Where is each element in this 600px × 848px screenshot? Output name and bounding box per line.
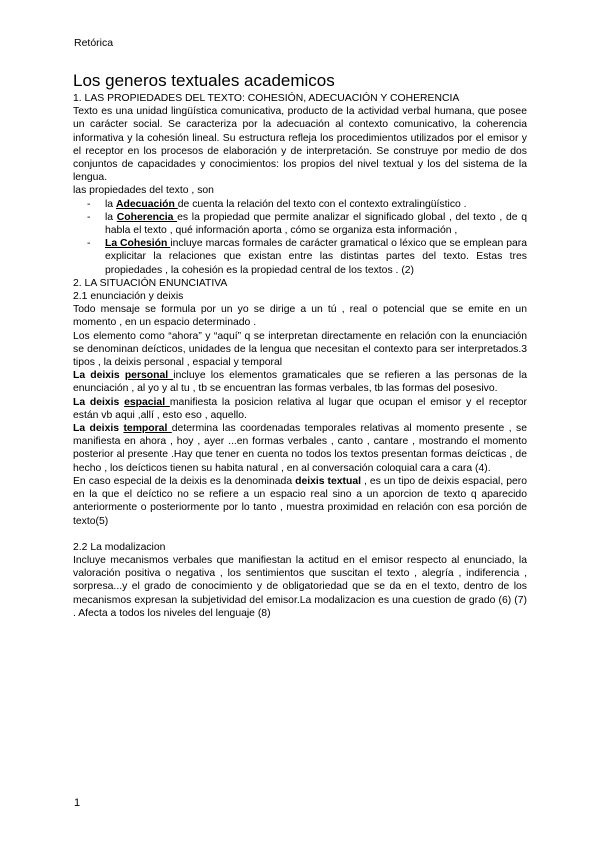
- subsection-2-2-heading: 2.2 La modalizacion: [73, 541, 166, 553]
- document-body: [73, 71, 527, 620]
- list-item: - la Adecuación de cuenta la relación del texto con el contexto extralingüístico .: [87, 198, 467, 210]
- list-item: - La Cohesión incluye marcas formales de carácter gramatical o léxico que se emplean para explicitar la relaciones que existan entre las distintas partes del texto. Estas tres propiedades , la cohesión es la propiedad central de los textos . (2): [87, 238, 527, 276]
- term-temporal: temporal: [123, 423, 172, 435]
- paragraph-spacer: [73, 528, 527, 541]
- page-number: 1: [74, 797, 81, 809]
- paragraph-deixis-espacial: La deixis espacial manifiesta la posicion relativa al lugar que ocupan el emisor y el receptor están vb aqui ,allí , esto eso , aquello.: [73, 396, 528, 421]
- paragraph-mensaje: Todo mensaje se formula por un yo se dirige a un tú , real o potencial que se emite en un momento , en un espacio determinado .: [73, 304, 527, 329]
- paragraph-deixis-temporal: La deixis temporal determina las coordenadas temporales relativas al momento presente , se manifiesta en ahora , hoy , ayer ...en formas verbales , canto , cantare , mostrando el momento posterior al presente .Hay que tener en cuenta no todos los textos presentan formas deícticas , de hecho , los deícticos tienen su habita natural , en al conversación coloquial cara a cara (4).: [73, 423, 527, 474]
- term-adecuacion: Adecuación: [115, 198, 178, 210]
- paragraph-deixis-personal: La deixis personal incluye los elementos gramaticales que se refieren a las personas de la enunciación , al yo y al tu , tb se encuentran las formas verbales, tb las formas del posesivo.: [73, 370, 528, 395]
- term-deixis-textual: deixis textual: [295, 475, 362, 487]
- term-personal: personal: [124, 370, 174, 382]
- properties-list: [73, 198, 527, 277]
- paragraph-modalizacion: Incluye mecanismos verbales que manifiestan la actitud en el emisor respecto al enunciado, la valoración positiva o negativa , los sentimientos que suscitan el texto , alegría , indiferencia , sorpresa...y el grado de conocimiento y de obligatoriedad que se da en el texto, dentro de los mecanismos expresan la subjetividad del emisor.La modalizacion es una cuestion de grado (6) (7) . Afecta a todos los niveles del lenguaje (8): [73, 554, 527, 619]
- section1-intro: Texto es una unidad lingüística comunicativa, producto de la actividad verbal humana, que posee un carácter social. Se caracteriza por la adecuación al contexto comunicativo, la coherencia informativa y la cohesión lineal. Su estructura refleja los procedimientos utilizados por el emisor y el receptor en los procesos de elaboración y de interpretación. Se construye por medio de dos conjuntos de capacidades y conocimientos: los propios del nivel textual y los del sistema de la lengua.: [73, 106, 527, 184]
- list-item: - la Coherencia es la propiedad que permite analizar el significado global , del texto , de q habla el texto , qué información aporta , cómo se organiza esta información ,: [87, 211, 527, 237]
- subsection-2-1-heading: 2.1 enunciación y deixis: [73, 291, 184, 303]
- bullet-dash: -: [87, 211, 91, 223]
- term-cohesion: La Cohesión: [105, 238, 171, 250]
- section2-heading: 2. LA SITUACIÓN ENUNCIATIVA: [73, 277, 228, 289]
- running-header: Retórica: [74, 37, 114, 49]
- term-coherencia: Coherencia: [116, 211, 178, 223]
- paragraph-deicticos: Los elemento como “ahora” y “aquí” q se interpretan directamente en relación con la enunciación se denominan deícticos, unidades de la lengua que necesitan el contexto para ser interpretados.3 tipos , la deixis personal , espacial y temporal: [73, 330, 527, 369]
- bullet-dash: -: [87, 238, 91, 250]
- properties-list-intro: las propiedades del texto , son: [73, 185, 214, 197]
- term-espacial: espacial: [124, 396, 170, 408]
- bullet-dash: -: [87, 198, 91, 210]
- section1-heading: 1. LAS PROPIEDADES DEL TEXTO: COHESIÓN, ADECUACIÓN Y COHERENCIA: [73, 93, 460, 104]
- document-title: Los generos textuales academicos: [73, 71, 335, 90]
- paragraph-deixis-textual: En caso especial de la deixis es la denominada deixis textual , es un tipo de deixis espacial, pero en la que el deíctico no se refiere a un espacio real sino a un aporcion de texto q aparecido anteriormente o posteriormente por lo tanto , muestra proximidad en relación con esa porción de texto(5): [73, 475, 527, 527]
